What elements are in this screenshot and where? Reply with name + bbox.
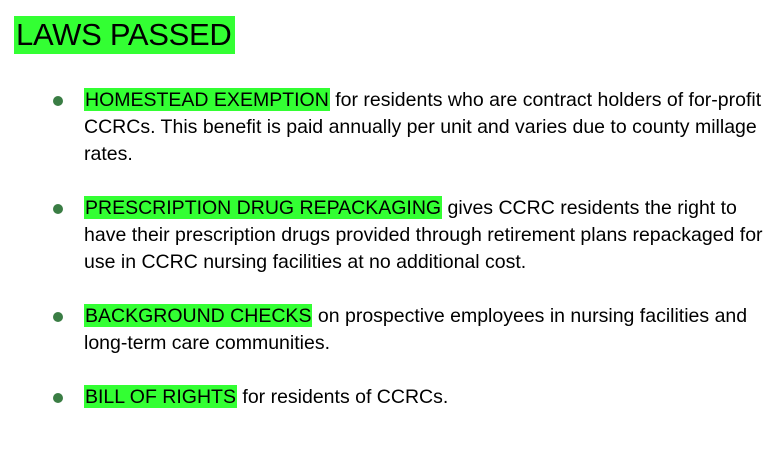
law-item-prescription-drug-repackaging	[0, 195, 773, 276]
bullet-icon	[53, 312, 63, 322]
law-description: on prospective employees in nursing facilities and long-term care communities.	[84, 305, 748, 354]
bullet-icon	[53, 96, 63, 106]
law-name-highlight: HOMESTEAD EXEMPTION	[85, 89, 329, 111]
law-description: for residents who are contract holders of for-profit CCRCs. This benefit is paid annually per unit and varies due to county millage rates.	[84, 89, 762, 165]
law-name-highlight: BACKGROUND CHECKS	[85, 305, 312, 327]
law-item-background-checks	[0, 303, 773, 357]
law-description: gives CCRC residents the right to have their prescription drugs provided through retirement plans repackaged for use in CCRC nursing facilities at no additional cost.	[84, 197, 763, 273]
law-item-homestead-exemption	[0, 87, 773, 168]
laws-list	[0, 87, 773, 411]
law-item-bill-of-rights	[0, 384, 773, 411]
law-name-highlight: BILL OF RIGHTS	[85, 386, 236, 408]
bullet-icon	[53, 393, 63, 403]
law-name-highlight: PRESCRIPTION DRUG REPACKAGING	[85, 197, 442, 219]
bullet-icon	[53, 204, 63, 214]
law-description: for residents of CCRCs.	[236, 386, 449, 408]
page-title: LAWS PASSED	[14, 16, 235, 54]
